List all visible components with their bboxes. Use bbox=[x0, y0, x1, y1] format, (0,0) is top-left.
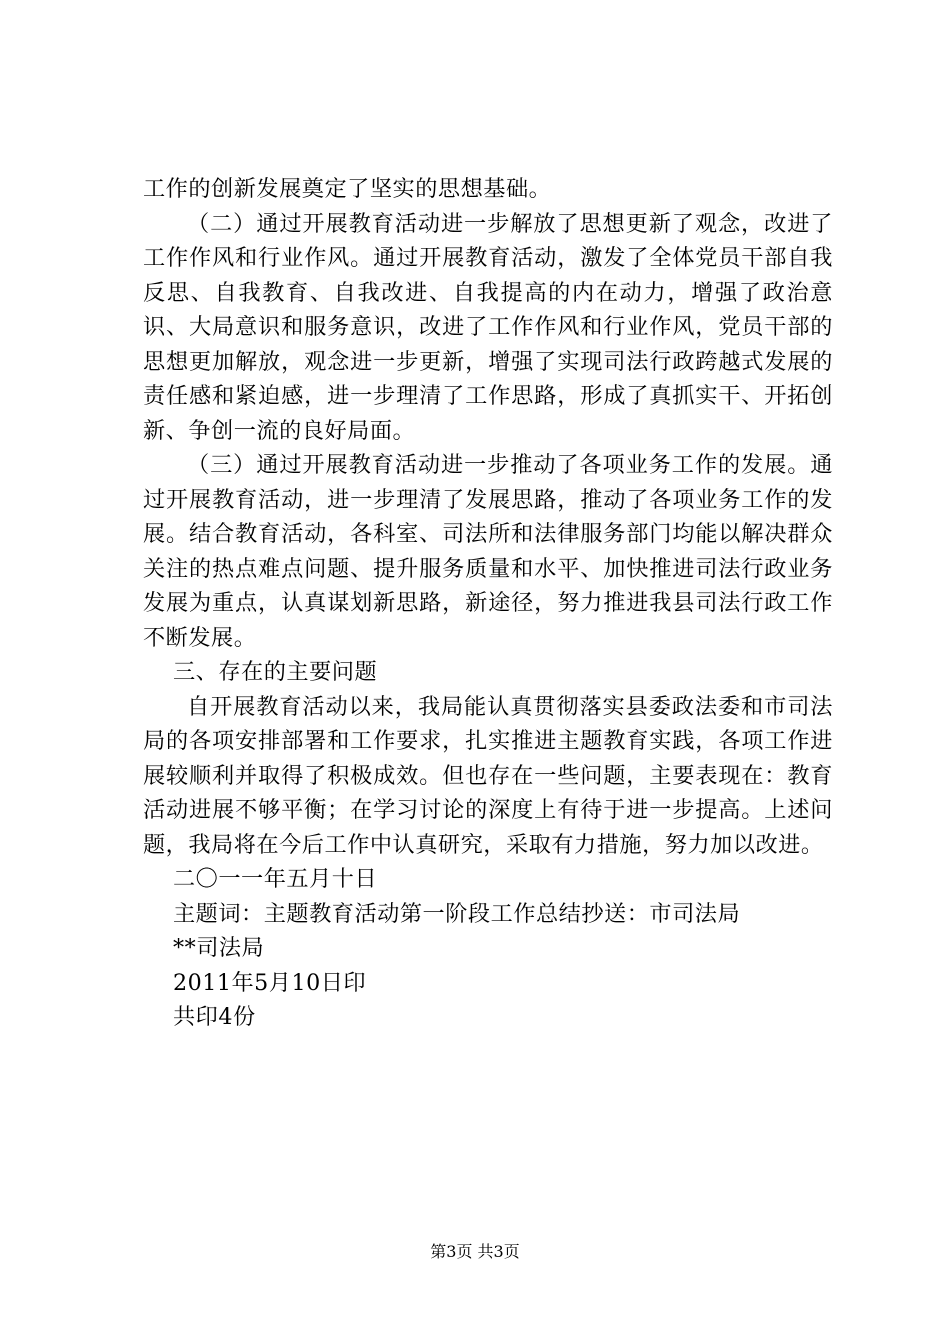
issuer-line: **司法局 bbox=[173, 935, 265, 961]
print-date-line: 2011年5月10日印 bbox=[173, 969, 367, 996]
paragraph-continuation: 工作的创新发展奠定了坚实的思想基础。 bbox=[143, 176, 552, 202]
document-body bbox=[143, 172, 833, 1035]
heading-main-problems: 三、存在的主要问题 bbox=[173, 659, 378, 685]
page-number-footer: 第3页 共3页 bbox=[430, 1242, 520, 1261]
paragraph-section-three: （三）通过开展教育活动进一步推动了各项业务工作的发展。通过开展教育活动，进一步理清了发展思路，推动了各项业务工作的发展。结合教育活动，各科室、司法所和法律服务部门均能以解决群众关注的热点难点问题、提升服务质量和水平、加快推进司法行政业务发展为重点，认真谋划新思路，新途径，努力推进我县司法行政工作不断发展。 bbox=[143, 452, 833, 651]
copies-line: 共印4份 bbox=[173, 1004, 256, 1030]
keywords-line: 主题词：主题教育活动第一阶段工作总结抄送：市司法局 bbox=[173, 900, 741, 927]
paragraph-problems: 自开展教育活动以来，我局能认真贯彻落实县委政法委和市司法局的各项安排部署和工作要求，扎实推进主题教育实践，各项工作进展较顺利并取得了积极成效。但也存在一些问题，主要表现在：教育活动进展不够平衡；在学习讨论的深度上有待于进一步提高。上述问题，我局将在今后工作中认真研究，采取有力措施，努力加以改进。 bbox=[143, 693, 833, 858]
paragraph-section-two: （二）通过开展教育活动进一步解放了思想更新了观念，改进了工作作风和行业作风。通过开展教育活动，激发了全体党员干部自我反思、自我教育、自我改进、自我提高的内在动力，增强了政治意识、大局意识和服务意识，改进了工作作风和行业作风，党员干部的思想更加解放，观念进一步更新，增强了实现司法行政跨越式发展的责任感和紧迫感，进一步理清了工作思路，形成了真抓实干、开拓创新、争创一流的良好局面。 bbox=[143, 210, 833, 444]
date-line: 二〇一一年五月十日 bbox=[173, 866, 378, 892]
